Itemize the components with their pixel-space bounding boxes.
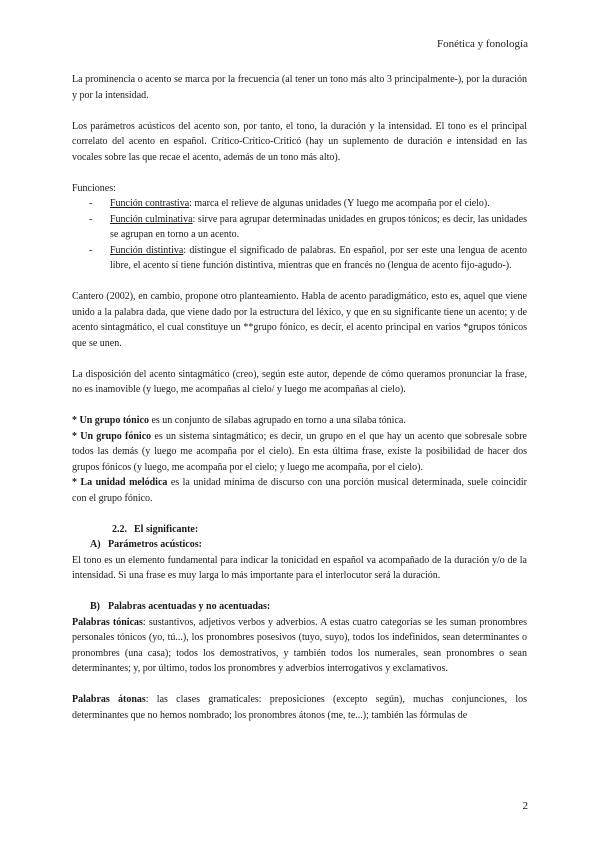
paragraph-atonas: Palabras átonas: las clases gramaticales: preposiciones (excepto según), muchas conjunciones, los determinantes que no hemos nombrado; los pronombres átonos (me, te...); también las fórmulas de	[72, 694, 527, 721]
page-number: 2	[522, 800, 528, 812]
definition-grupo-fonico: * Un grupo fónico es un sistema sintagmático; es decir, un grupo en el que hay un acento que sobresale sobre todos las demás (y luego me acompaña por el cielo). En esta última frase, existe la posibilidad de hacer dos grupos fónicos (y luego, me acompaña por el cielo; y luego me acompaña, por el cielo).	[72, 430, 527, 473]
term-culminativa: Función culminativa	[110, 213, 193, 225]
section-heading: 2.2. El significante:	[112, 523, 199, 535]
paragraph-cantero: Cantero (2002), en cambio, propone otro planteamiento. Habla de acento paradigmático, esto es, aquel que viene unido a la palabra dada, que viene dado por la estructura del léxico, y que en su significante tiene un acento; y de acento sintagmático, el cual constituye un **grupo fónico, es decir, el acento principal en varios *grupos tónicos que se unen.	[72, 291, 527, 349]
paragraph-tono: El tono es un elemento fundamental para indicar la tonicidad en español va acompañado de la duración y/o de la intensidad. Si una frase es muy larga lo más importante para el interlocutor será la duración.	[72, 554, 527, 581]
definition-grupo-tonico: * Un grupo tónico es un conjunto de sílabas agrupado en torno a una sílaba tónica.	[72, 415, 406, 426]
funciones-list	[72, 196, 527, 274]
running-header: Fonética y fonología	[436, 38, 528, 50]
list-item: - Función distintiva: distingue el significado de palabras. En español, por ser este una lengua de acento libre, el acento sí tiene función distintiva, mientras que en francés no (lengua de acento fijo-agudo-).	[89, 244, 528, 271]
funciones-label: Funciones:	[72, 182, 116, 194]
term-contrastiva: Función contrastiva	[110, 198, 190, 209]
paragraph-parametros: Los parámetros acústicos del acento son, por tanto, el tono, la duración y la intensidad. El tono es el principal correlato del acento en español. Crítico-Crítico-Criticó (hay un suplemento de duración e intensidad en las vocales sobre las que recae el acento, además de un tono más alto).	[72, 120, 527, 163]
definition-unidad-melodica: * La unidad melódica es la unidad mínima de discurso con una porción musical determinada, suele coincidir con el grupo fónico.	[72, 477, 527, 504]
list-item: - Función culminativa: sirve para agrupar determinadas unidades en grupos tónicos; es decir, las unidades se agrupan en torno a un acento.	[89, 213, 527, 240]
subsection-heading-a: A) Parámetros acústicos:	[90, 539, 202, 550]
paragraph-disposicion: La disposición del acento sintagmático (creo), según este autor, depende de cómo queramos pronunciar la frase, no es inamovible (y luego, me acompañas al cielo/ y luego me acompañas al cielo).	[72, 368, 527, 395]
term-distintiva: Función distintiva	[110, 244, 184, 256]
paragraph-prominencia: La prominencia o acento se marca por la frecuencia (al tener un tono más alto 3 principalmente-), por la duración y por la intensidad.	[72, 74, 527, 101]
paragraph-tonicas: Palabras tónicas: sustantivos, adjetivos verbos y adverbios. A estas cuatro categorías se les suman pronombres personales tónicos (yo, tú...), los pronombres posesivos (tuyo, suyo), todos los indefinidos, sean determinantes o pronombres (una casa); todos los demostrativos, y también todos los numerales, sean pronombres o sean determinantes; y, por último, todos los pronombres y adverbios interrogativos y exclamativos.	[72, 616, 527, 674]
list-item: - Función contrastiva: marca el relieve de algunas unidades (Y luego me acompaña por el cielo).	[89, 198, 490, 209]
subsection-heading-b: B) Palabras acentuadas y no acentuadas:	[90, 601, 271, 612]
page-body	[72, 72, 527, 723]
